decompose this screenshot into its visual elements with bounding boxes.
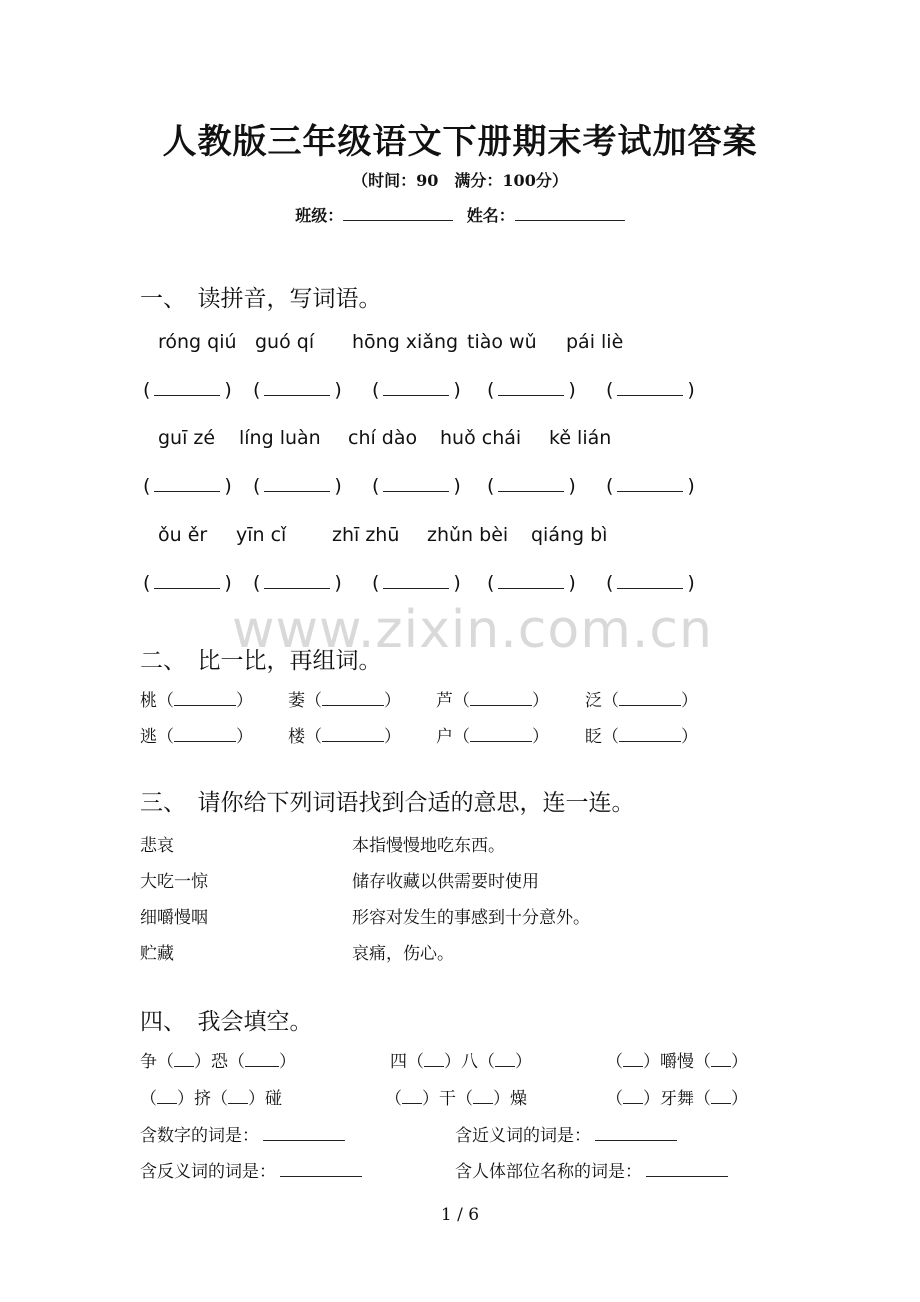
idiom-fill: 争（ ）恐（ ）: [140, 1052, 296, 1072]
compare-item: 楼（ ）: [288, 727, 401, 747]
match-word[interactable]: 悲哀: [140, 836, 174, 856]
answer-blank[interactable]: [322, 727, 384, 742]
student-info-line: [0, 203, 920, 226]
answer-blank[interactable]: [424, 1052, 444, 1067]
answer-row: ( ): [606, 475, 695, 497]
answer-blank[interactable]: [383, 381, 449, 396]
section1-heading: 一、 读拼音，写词语。: [140, 286, 382, 312]
pinyin: hōng xiǎng: [352, 331, 459, 353]
pinyin: huǒ chái: [440, 427, 522, 449]
compare-item: 逃（ ）: [140, 727, 253, 747]
answer-blank[interactable]: [617, 381, 683, 396]
idiom-fill: （ ）嚼慢（ ）: [606, 1052, 748, 1072]
answer-row: ( ): [372, 572, 461, 594]
answer-row: ( ): [143, 475, 232, 497]
pinyin: zhī zhū: [332, 524, 400, 546]
answer-blank[interactable]: [711, 1089, 731, 1104]
answer-row: ( ): [487, 379, 576, 401]
match-word[interactable]: 大吃一惊: [140, 872, 208, 892]
page-title: 人教版三年级语文下册期末考试加答案: [162, 122, 758, 162]
answer-row: ( ): [606, 379, 695, 401]
answer-row: ( ): [253, 379, 342, 401]
compare-item: 萎（ ）: [288, 691, 401, 711]
answer-blank[interactable]: [174, 691, 236, 706]
match-meaning[interactable]: 形容对发生的事感到十分意外。: [352, 908, 590, 928]
pinyin: pái liè: [566, 331, 624, 353]
name-blank[interactable]: [515, 205, 625, 221]
answer-blank[interactable]: [623, 1052, 643, 1067]
answer-blank[interactable]: [623, 1089, 643, 1104]
answer-blank[interactable]: [619, 727, 681, 742]
section4-heading: 四、 我会填空。: [140, 1009, 313, 1035]
match-word[interactable]: 贮藏: [140, 944, 174, 964]
pinyin: chí dào: [348, 427, 418, 449]
answer-blank[interactable]: [154, 574, 220, 589]
exam-info: （时间：90 满分：100分）: [352, 171, 568, 190]
match-meaning[interactable]: 储存收藏以供需要时使用: [352, 872, 539, 892]
pinyin: qiáng bì: [531, 524, 608, 546]
compare-item: 桃（ ）: [140, 691, 253, 711]
idiom-fill: 四（ ）八（ ）: [390, 1052, 532, 1072]
answer-blank[interactable]: [383, 574, 449, 589]
class-blank[interactable]: [343, 205, 453, 221]
section2-heading: 二、 比一比，再组词。: [140, 648, 382, 674]
answer-blank[interactable]: [619, 691, 681, 706]
compare-item: 户（ ）: [436, 727, 549, 747]
answer-blank[interactable]: [473, 1089, 493, 1104]
idiom-fill: （ ）干（ ）燥: [385, 1089, 527, 1109]
answer-blank[interactable]: [617, 477, 683, 492]
answer-blank[interactable]: [646, 1162, 728, 1177]
match-word[interactable]: 细嚼慢咽: [140, 908, 208, 928]
classify-question: 含人体部位名称的词是：: [455, 1157, 728, 1182]
answer-blank[interactable]: [154, 477, 220, 492]
pinyin: guī zé: [158, 427, 216, 449]
match-meaning[interactable]: 哀痛，伤心。: [352, 944, 454, 964]
idiom-fill: （ ）挤（ ）碰: [140, 1089, 282, 1109]
pinyin: tiào wǔ: [467, 331, 537, 353]
answer-row: ( ): [253, 475, 342, 497]
answer-blank[interactable]: [470, 691, 532, 706]
answer-blank[interactable]: [595, 1126, 677, 1141]
answer-blank[interactable]: [263, 1126, 345, 1141]
pinyin: zhǔn bèi: [427, 524, 509, 546]
compare-item: 眨（ ）: [585, 727, 698, 747]
pinyin: guó qí: [255, 331, 315, 353]
answer-blank[interactable]: [157, 1089, 177, 1104]
answer-blank[interactable]: [470, 727, 532, 742]
answer-blank[interactable]: [264, 477, 330, 492]
match-meaning[interactable]: 本指慢慢地吃东西。: [352, 836, 505, 856]
answer-blank[interactable]: [498, 477, 564, 492]
classify-question: 含反义词的词是：: [140, 1157, 362, 1182]
answer-blank[interactable]: [174, 1052, 194, 1067]
answer-blank[interactable]: [245, 1052, 279, 1067]
answer-blank[interactable]: [228, 1089, 248, 1104]
answer-blank[interactable]: [174, 727, 236, 742]
name-label: 姓名：: [466, 206, 515, 225]
idiom-fill: （ ）牙舞（ ）: [606, 1089, 748, 1109]
section3-heading: 三、 请你给下列词语找到合适的意思，连一连。: [140, 790, 635, 816]
answer-blank[interactable]: [711, 1052, 731, 1067]
answer-blank[interactable]: [617, 574, 683, 589]
answer-blank[interactable]: [264, 381, 330, 396]
answer-blank[interactable]: [264, 574, 330, 589]
answer-blank[interactable]: [154, 381, 220, 396]
answer-row: ( ): [253, 572, 342, 594]
pinyin: ǒu ěr: [158, 524, 208, 546]
compare-item: 芦（ ）: [436, 691, 549, 711]
answer-blank[interactable]: [402, 1089, 422, 1104]
answer-row: ( ): [606, 572, 695, 594]
answer-blank[interactable]: [498, 381, 564, 396]
answer-blank[interactable]: [495, 1052, 515, 1067]
answer-blank[interactable]: [322, 691, 384, 706]
pinyin: líng luàn: [239, 427, 321, 449]
answer-row: ( ): [487, 475, 576, 497]
answer-row: ( ): [372, 475, 461, 497]
page-number: 1 / 6: [440, 1205, 480, 1225]
pinyin: róng qiú: [158, 331, 237, 353]
classify-question: 含近义词的词是：: [455, 1121, 677, 1146]
class-label: 班级：: [295, 206, 344, 225]
answer-row: ( ): [143, 572, 232, 594]
compare-item: 泛（ ）: [585, 691, 698, 711]
answer-row: ( ): [143, 379, 232, 401]
answer-row: ( ): [372, 379, 461, 401]
answer-blank[interactable]: [383, 477, 449, 492]
classify-question: 含数字的词是：: [140, 1121, 345, 1146]
answer-row: ( ): [487, 572, 576, 594]
pinyin: yīn cǐ: [236, 524, 287, 546]
watermark: www.zixin.com.cn: [232, 600, 713, 660]
answer-blank[interactable]: [498, 574, 564, 589]
answer-blank[interactable]: [280, 1162, 362, 1177]
pinyin: kě lián: [549, 427, 612, 449]
